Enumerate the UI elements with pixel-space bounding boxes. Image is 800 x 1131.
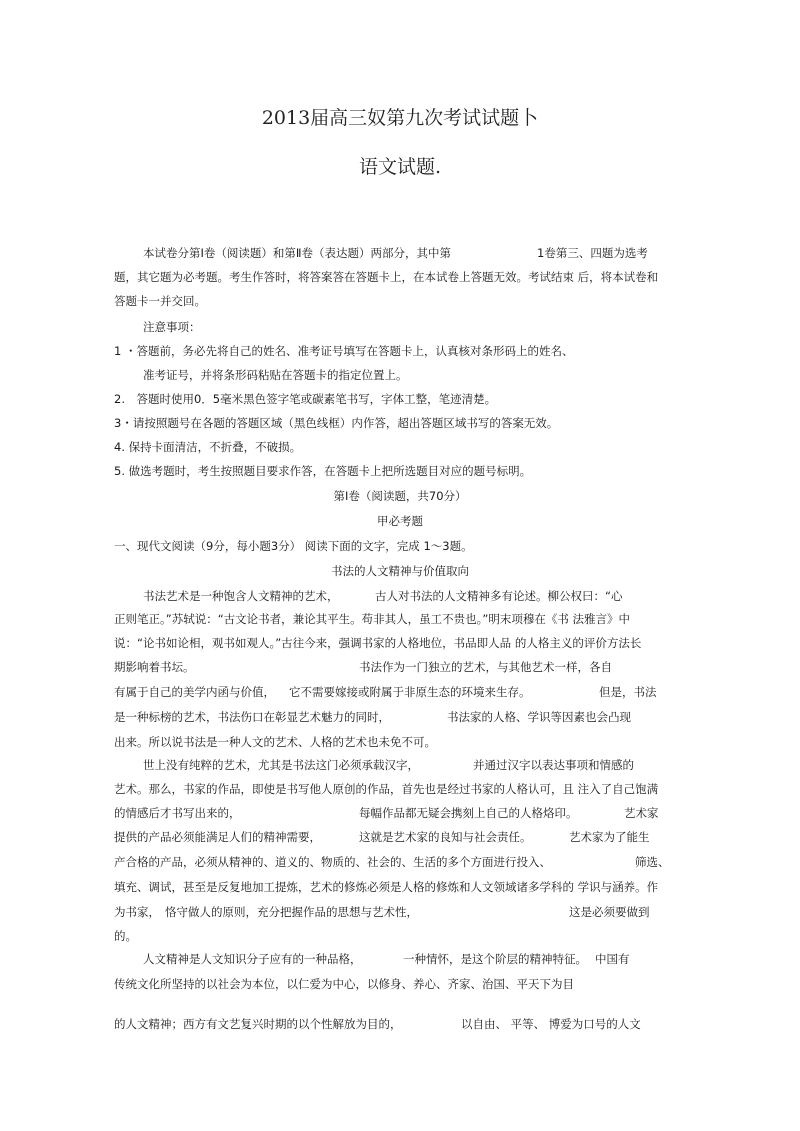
body-line: 并通过汉字以表达事项和情感的 (473, 758, 634, 772)
body-line: 它不需要嫁接或附属于非原生态的环境来生存。 (289, 685, 531, 699)
section-title: 第Ⅰ卷（阅读题，共70分） (333, 489, 467, 503)
body-line: 艺术。那么，书家的作品，即使是书写他人原创的作品，首先也是经过书家的人格认可，且 注入了自己饱满 (114, 782, 659, 796)
body-line: 填充、调试，甚至是反复地加工提炼，艺术的修炼必须是人格的修炼和人文领域诸多学科的 学识与涵养。作 (114, 880, 659, 894)
body-line: 艺术家为了能生 (569, 830, 650, 844)
body-line: 产合格的产品，必须从精神的、道义的、物质的、社会的、生活的多个方面进行投入、 (114, 855, 551, 869)
question-heading: 一、现代文阅读（9分，每小题3分） 阅读下面的文字，完成 1～3题。 (114, 539, 473, 553)
body-line: 艺术家 (624, 806, 659, 820)
body-line: 传统文化所坚持的以社会为本位，以仁爱为中心，以修身、养心、齐家、治国、平天下为目 (114, 977, 574, 991)
article-title: 书法的人文精神与价值取向 (331, 564, 469, 578)
intro-1b: 1卷第三、四题为选考 (537, 246, 648, 260)
notice-5: 5. 做选考题时，考生按照题目要求作答，在答题卡上把所选题目对应的题号标明。 (114, 464, 532, 478)
body-line: 说：“论书如论相，观书如观人。”古往今来，强调书家的人格地位，书品即人品 的人格主义的评价方法长 (114, 636, 642, 650)
body-line: 的。 (114, 929, 137, 943)
body-line: 书法家的人格、学识等因素也会凸现 (447, 710, 631, 724)
body-line: 这是必须要做到 (569, 905, 650, 919)
notice-3: 3・请按照题号在各题的答题区域（黑色线框）内作答，超出答题区域书写的答案无效。 (114, 416, 559, 430)
body-line: 一种情怀，是这个阶层的精神特征。 (403, 952, 587, 966)
intro-3: 答题卡一并交回。 (114, 294, 206, 308)
notice-heading: 注意事项： (143, 320, 201, 334)
body-line: 是一种标榜的艺术，书法伤口在彰显艺术魅力的同时， (114, 710, 390, 724)
body-line: 的情感后才书写出来的， (114, 806, 241, 820)
part-title: 甲必考题 (377, 514, 423, 528)
body-line: 这就是艺术家的良知与社会责任。 (359, 830, 532, 844)
body-line: 为书家， (114, 905, 160, 919)
body-line: 以自由、 平等、 博爱为口号的人文 (461, 1017, 641, 1031)
notice-1-cont: 准考证号，并将条形码粘贴在答题卡的指定位置上。 (143, 368, 408, 382)
body-line: 出来。所以说书法是一种人文的艺术、人格的艺术也未免不可。 (114, 735, 436, 749)
intro-2: 题，其它题为必考题。考生作答时，将答案答在答题卡上，在本试卷上答题无效。考试结束 后，将本试卷和 (114, 270, 659, 284)
notice-2: 2. 答题时使用0．5毫米黑色签字笔或碳素笔书写，字体工整，笔迹清楚。 (114, 392, 497, 406)
body-line: 书法作为一门独立的艺术，与其他艺术一样，各自 (359, 660, 612, 674)
body-line: 提供的产品必须能满足人们的精神需要， (114, 830, 321, 844)
body-line: 筛选、 (635, 855, 670, 869)
body-line: 世上没有纯粹的艺术，尤其是书法这门必须承载汉字， (143, 758, 419, 772)
subtitle: 语文试题. (358, 156, 442, 178)
body-line: 每幅作品都无疑会携刻上自己的人格烙印。 (359, 806, 578, 820)
intro-1a: 本试卷分第Ⅰ卷（阅读题）和第Ⅱ卷（表达题）两部分，其中第 (143, 246, 452, 260)
notice-4: 4. 保持卡面清洁，不折叠，不破损。 (114, 440, 302, 454)
body-line: 期影响着书坛。 (114, 660, 195, 674)
body-line: 有属于自己的美学内函与价值， (114, 685, 275, 699)
notice-1: 1 ・答题前，务必先将自己的姓名、准考证号填写在答题卡上，认真核对条形码上的姓名、 (114, 344, 574, 358)
body-line: 但是，书法 (599, 685, 657, 699)
title: 2013届高三奴第九次考试试题卜 (261, 107, 539, 129)
body-line: 的人文精神；西方有文艺复兴时期的以个性解放为目的， (114, 1017, 402, 1031)
body-line: 恪守做人的原则，充分把握作品的思想与艺术性， (165, 905, 418, 919)
body-line: 人文精神是人文知识分子应有的一种品格， (143, 952, 362, 966)
body-line: 古人对书法的人文精神多有论述。柳公权曰：“心 (375, 589, 623, 603)
body-line: 正则笔正。”苏轼说：“古文论书者，兼论其平生。苟非其人，虽工不贵也。”明末项穆在《书 法雅言》中 (114, 612, 631, 626)
body-line: 书法艺术是一种饱含人文精神的艺术， (143, 589, 339, 603)
body-line: 中国有 (595, 952, 630, 966)
